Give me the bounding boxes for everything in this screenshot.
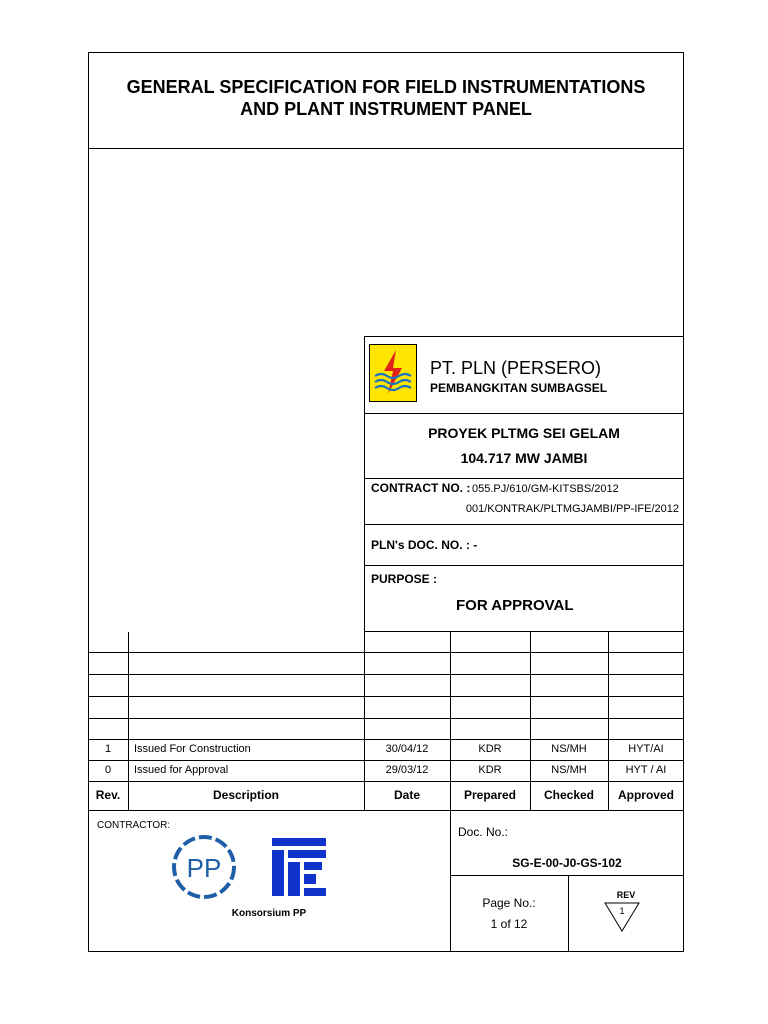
contract-value-1: 055.PJ/610/GM-KITSBS/2012 [472,483,619,495]
client-division: PEMBANGKITAN SUMBAGSEL [430,381,608,395]
document-title [88,76,684,120]
rev-0-prepared: KDR [478,764,502,776]
purpose-label: PURPOSE : [371,572,438,586]
doc-no-label: Doc. No.: [458,825,509,839]
docno-bottom-line [450,875,684,876]
client-rule-1 [364,413,684,414]
rev-row-line-2 [88,674,684,675]
project-line-2: 104.717 MW JAMBI [460,450,588,466]
project-line-1: PROYEK PLTMG SEI GELAM [428,425,620,441]
rev-0-approved: HYT / AI [625,764,667,776]
rev-header-date: Date [393,788,420,802]
rev-1-prepared: KDR [478,743,502,755]
client-name: PT. PLN (PERSERO) [430,358,602,378]
rev-1-approved: HYT/AI [628,743,664,755]
rev-1-number: 1 [104,743,112,755]
pp-logo [170,833,238,901]
doc-no-value: SG-E-00-J0-GS-102 [512,856,622,870]
rev-header-rev: Rev. [95,788,121,802]
rev-row-line-3 [88,696,684,697]
rev-header-approved: Approved [617,788,674,802]
client-rule-4 [364,565,684,566]
client-rule-3 [364,524,684,525]
page-no-value: 1 of 12 [490,917,528,931]
contract-label: CONTRACT NO. : [371,481,471,495]
rev-row-line-1 [88,652,684,653]
rev-header-checked: Checked [543,788,595,802]
title-line-2: AND PLANT INSTRUMENT PANEL [240,99,532,119]
page-no-label: Page No.: [482,896,536,910]
page-rev-divider [568,875,569,952]
pln-doc-number: PLN's DOC. NO. : - [371,538,478,552]
rev-1-date: 30/04/12 [385,743,429,755]
rev-row-line-4 [88,718,684,719]
pln-logo [369,344,417,402]
contractor-name: Konsorsium PP [231,908,307,919]
rev-0-date: 29/03/12 [385,764,429,776]
title-line-1: GENERAL SPECIFICATION FOR FIELD INSTRUMENTATIONS [126,77,646,97]
rev-header-prepared: Prepared [463,788,517,802]
rev-1-description: Issued For Construction [134,743,251,755]
contractor-label: CONTRACTOR: [97,820,171,831]
purpose-value: FOR APPROVAL [456,597,574,614]
title-bottom-rule [88,148,684,149]
rev-1-checked: NS/MH [551,743,587,755]
rev-label: REV [616,890,636,900]
client-rule-2 [364,478,684,479]
rev-header-bottom-line [88,810,684,811]
rev-header-description: Description [212,788,279,802]
rev-0-description: Issued for Approval [134,764,229,776]
ife-logo [272,838,326,896]
pp-logo-text: PP [186,853,222,883]
rev-0-number: 0 [104,764,112,776]
contract-value-2: 001/KONTRAK/PLTMGJAMBI/PP-IFE/2012 [465,503,679,515]
rev-0-checked: NS/MH [551,764,587,776]
rev-value: 1 [619,906,625,916]
